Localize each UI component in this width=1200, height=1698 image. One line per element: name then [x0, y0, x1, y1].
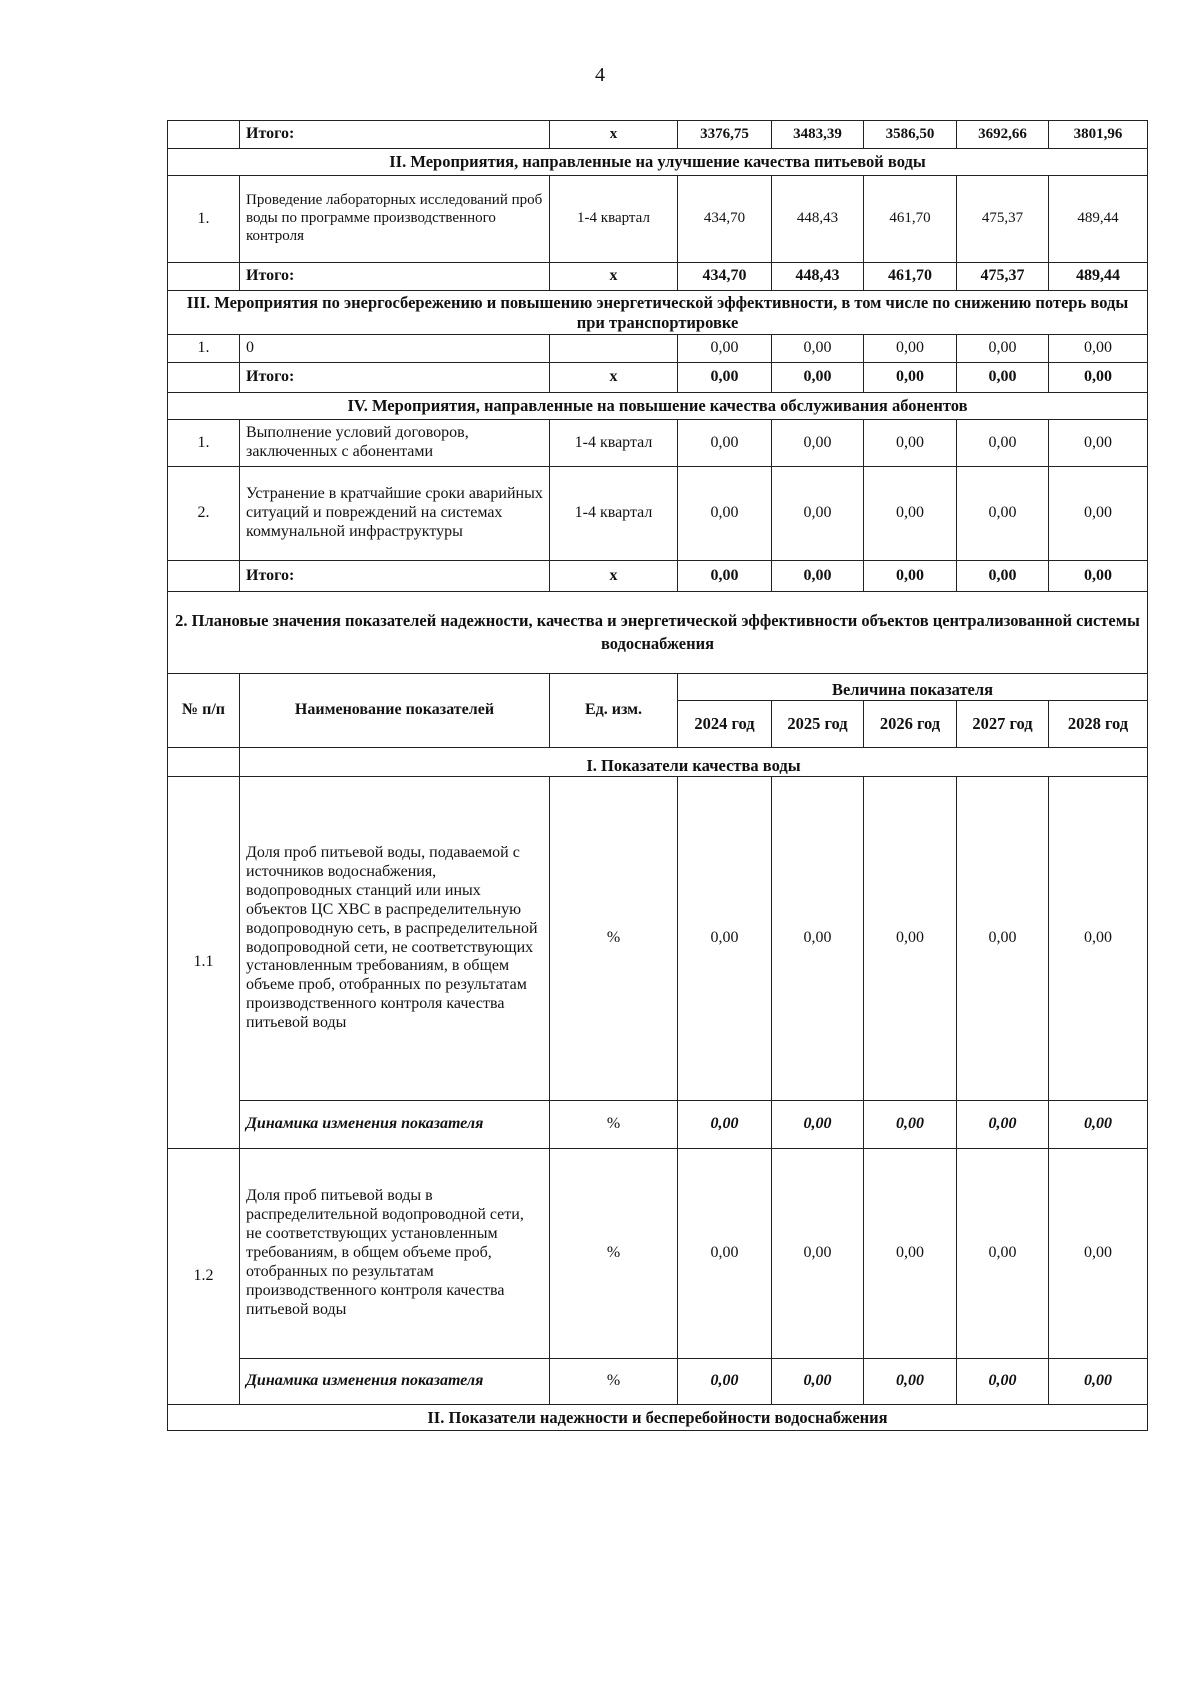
header-num: № п/п [168, 674, 240, 748]
value-cell: 0,00 [678, 1359, 772, 1405]
header-year: 2028 год [1049, 701, 1148, 748]
value-cell: 0,00 [864, 777, 957, 1101]
value-cell: 3376,75 [678, 121, 772, 149]
total-label: Итого: [240, 263, 550, 291]
value-cell: 0,00 [957, 335, 1049, 363]
row-name: Проведение лабораторных исследований проб воды по программе производственного контроля [240, 176, 550, 263]
section-title: I. Показатели качества воды [240, 748, 1148, 777]
value-cell: 0,00 [772, 467, 864, 561]
period-cell: 1-4 квартал [550, 420, 678, 467]
value-cell: 0,00 [957, 420, 1049, 467]
value-cell: 0,00 [864, 363, 957, 393]
value-cell: 448,43 [772, 263, 864, 291]
dynamics-label: Динамика изменения показателя [240, 1359, 550, 1405]
value-cell: 475,37 [957, 263, 1049, 291]
section-title: III. Мероприятия по энергосбережению и повышению энергетической эффективности, в том числе по снижению потерь воды при транспортировке [168, 291, 1148, 335]
value-cell: 489,44 [1049, 263, 1148, 291]
unit-cell: % [550, 777, 678, 1101]
value-cell: 0,00 [864, 1359, 957, 1405]
value-cell: 0,00 [772, 1101, 864, 1149]
total-row [168, 121, 1148, 149]
row-number: 1.1 [168, 777, 240, 1149]
header-year: 2024 год [678, 701, 772, 748]
period-cell: x [550, 363, 678, 393]
value-cell: 0,00 [678, 777, 772, 1101]
value-cell: 0,00 [864, 1101, 957, 1149]
value-cell: 0,00 [772, 363, 864, 393]
value-cell: 0,00 [772, 335, 864, 363]
header-name: Наименование показателей [240, 674, 550, 748]
page-number: 4 [595, 64, 605, 86]
value-cell: 475,37 [957, 176, 1049, 263]
unit-cell: % [550, 1101, 678, 1149]
value-cell: 0,00 [957, 777, 1049, 1101]
total-label: Итого: [240, 121, 550, 149]
header-row [168, 674, 1148, 701]
value-cell: 0,00 [864, 1149, 957, 1359]
row-number: 1. [168, 335, 240, 363]
value-cell: 0,00 [772, 1359, 864, 1405]
header-year: 2026 год [864, 701, 957, 748]
value-cell: 0,00 [1049, 561, 1148, 592]
value-cell: 0,00 [864, 420, 957, 467]
value-cell: 0,00 [772, 777, 864, 1101]
period-cell: x [550, 263, 678, 291]
value-cell: 434,70 [678, 263, 772, 291]
period-cell: 1-4 квартал [550, 467, 678, 561]
table-row [168, 1149, 1148, 1359]
value-cell: 0,00 [678, 561, 772, 592]
value-cell: 0,00 [957, 1149, 1049, 1359]
value-cell: 3801,96 [1049, 121, 1148, 149]
row-number: 1. [168, 420, 240, 467]
total-label: Итого: [240, 363, 550, 393]
value-cell: 489,44 [1049, 176, 1148, 263]
value-cell: 0,00 [864, 335, 957, 363]
table-row [168, 420, 1148, 467]
value-cell: 434,70 [678, 176, 772, 263]
period-cell: x [550, 561, 678, 592]
value-cell: 0,00 [678, 467, 772, 561]
dynamics-row [168, 1359, 1148, 1405]
value-cell: 0,00 [957, 467, 1049, 561]
value-cell: 0,00 [678, 335, 772, 363]
row-name: Выполнение условий договоров, заключенных с абонентами [240, 420, 550, 467]
table-row [168, 176, 1148, 263]
value-cell: 0,00 [1049, 363, 1148, 393]
value-cell: 461,70 [864, 263, 957, 291]
period-cell: x [550, 121, 678, 149]
total-row [168, 363, 1148, 393]
value-cell: 3586,50 [864, 121, 957, 149]
value-cell: 0,00 [1049, 335, 1148, 363]
period-cell [550, 335, 678, 363]
value-cell: 0,00 [1049, 1359, 1148, 1405]
header-year: 2027 год [957, 701, 1049, 748]
unit-cell: % [550, 1359, 678, 1405]
value-cell: 0,00 [864, 561, 957, 592]
value-cell: 0,00 [678, 1149, 772, 1359]
row-number: 1. [168, 176, 240, 263]
section-title: II. Мероприятия, направленные на улучшение качества питьевой воды [168, 149, 1148, 176]
value-cell: 0,00 [1049, 467, 1148, 561]
value-cell: 0,00 [864, 467, 957, 561]
row-number: 2. [168, 467, 240, 561]
part2-title: 2. Плановые значения показателей надежности, качества и энергетической эффективности объектов централизованной системы водоснабжения [168, 592, 1148, 674]
value-cell: 0,00 [1049, 1149, 1148, 1359]
value-cell: 0,00 [957, 1101, 1049, 1149]
value-cell: 0,00 [772, 561, 864, 592]
row-name: 0 [240, 335, 550, 363]
dynamics-row [168, 1101, 1148, 1149]
value-cell: 461,70 [864, 176, 957, 263]
value-cell: 0,00 [957, 1359, 1049, 1405]
value-cell: 3692,66 [957, 121, 1049, 149]
value-cell: 0,00 [957, 363, 1049, 393]
value-cell: 0,00 [1049, 777, 1148, 1101]
value-cell: 0,00 [772, 1149, 864, 1359]
header-group: Величина показателя [678, 674, 1148, 701]
row-number: 1.2 [168, 1149, 240, 1405]
value-cell: 448,43 [772, 176, 864, 263]
section-title: IV. Мероприятия, направленные на повышение качества обслуживания абонентов [168, 393, 1148, 420]
section-title: II. Показатели надежности и бесперебойности водоснабжения [168, 1405, 1148, 1431]
table-row [168, 777, 1148, 1101]
value-cell: 0,00 [678, 420, 772, 467]
plan-table [167, 120, 1148, 1431]
value-cell: 0,00 [678, 1101, 772, 1149]
period-cell: 1-4 квартал [550, 176, 678, 263]
unit-cell: % [550, 1149, 678, 1359]
value-cell: 0,00 [678, 363, 772, 393]
value-cell: 0,00 [1049, 1101, 1148, 1149]
value-cell: 3483,39 [772, 121, 864, 149]
row-name: Устранение в кратчайшие сроки аварийных ситуаций и повреждений на системах коммунальной инфраструктуры [240, 467, 550, 561]
row-name: Доля проб питьевой воды в распределительной водопроводной сети, не соответствующих установленным требованиям, в общем объеме проб, отобранных по результатам производственного контроля качества питьевой воды [240, 1149, 550, 1359]
total-row [168, 561, 1148, 592]
value-cell: 0,00 [772, 420, 864, 467]
total-row [168, 263, 1148, 291]
row-name: Доля проб питьевой воды, подаваемой с источников водоснабжения, водопроводных станций или иных объектов ЦС ХВС в распределительную водопроводную сеть, в распределительной водопроводной сети, не соответствующих установленным требованиям, в общем объеме проб, отобранных по результатам производственного контроля качества питьевой воды [240, 777, 550, 1101]
value-cell: 0,00 [1049, 420, 1148, 467]
table-row [168, 467, 1148, 561]
header-year: 2025 год [772, 701, 864, 748]
total-label: Итого: [240, 561, 550, 592]
value-cell: 0,00 [957, 561, 1049, 592]
table-row [168, 335, 1148, 363]
header-unit: Ед. изм. [550, 674, 678, 748]
dynamics-label: Динамика изменения показателя [240, 1101, 550, 1149]
